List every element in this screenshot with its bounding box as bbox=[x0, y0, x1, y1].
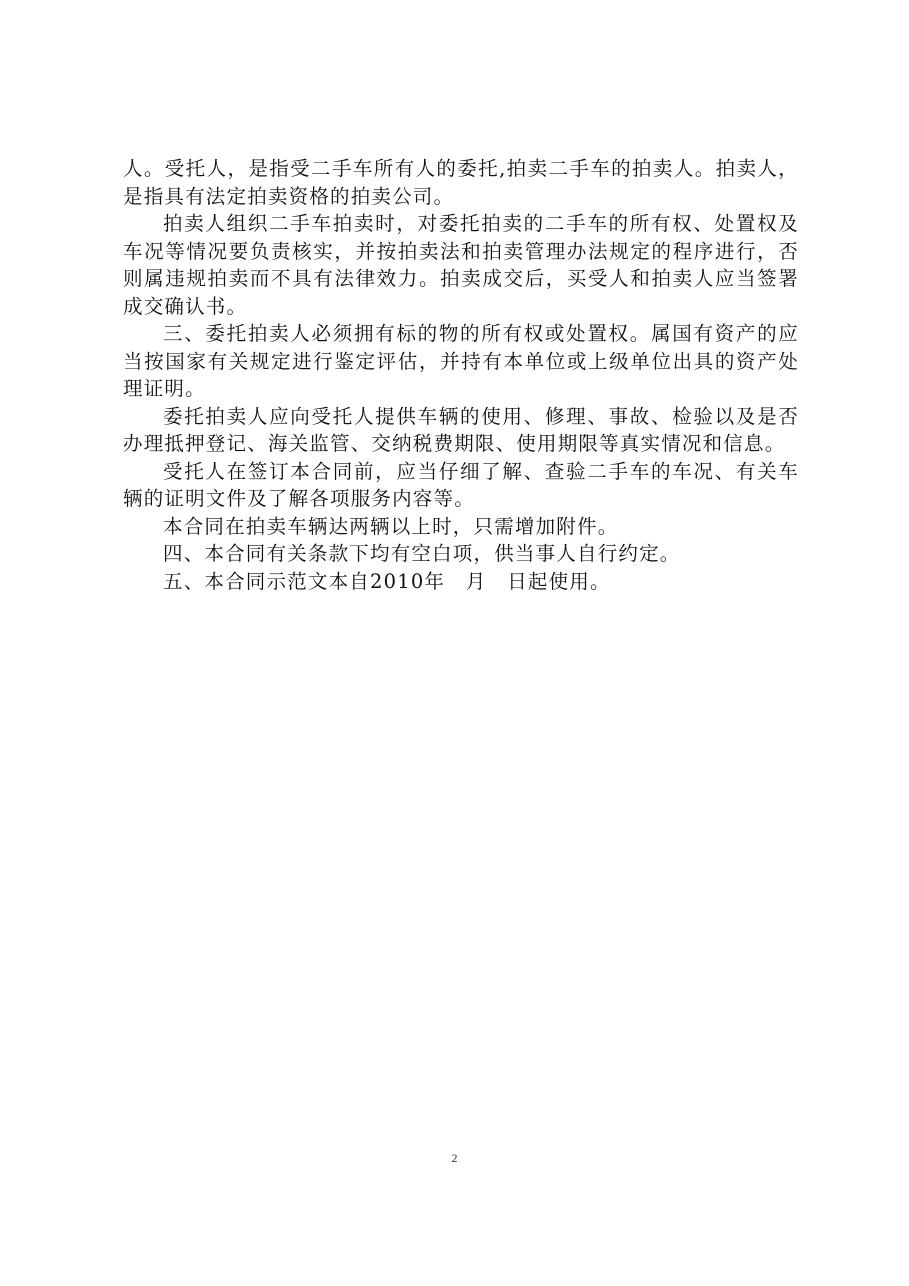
paragraph-continuation: 人。受托人，是指受二手车所有人的委托,拍卖二手车的拍卖人。拍卖人，是指具有法定拍卖资格的拍卖公司。 bbox=[123, 157, 799, 208]
paragraph-consignee-inspection: 受托人在签订本合同前，应当仔细了解、查验二手车的车况、有关车辆的证明文件及了解各项服务内容等。 bbox=[123, 459, 799, 510]
paragraph-attachment-note: 本合同在拍卖车辆达两辆以上时，只需增加附件。 bbox=[163, 514, 619, 538]
paragraph-clause-three: 三、委托拍卖人必须拥有标的物的所有权或处置权。属国有资产的应当按国家有关规定进行鉴定评估，并持有本单位或上级单位出具的资产处理证明。 bbox=[123, 322, 799, 400]
paragraph-clause-five: 五、本合同示范文本自2010年 月 日起使用。 bbox=[163, 569, 611, 593]
paragraph-clause-four: 四、本合同有关条款下均有空白项，供当事人自行约定。 bbox=[163, 542, 681, 565]
paragraph-auctioneer-verification: 拍卖人组织二手车拍卖时，对委托拍卖的二手车的所有权、处置权及车况等情况要负责核实，并按拍卖法和拍卖管理办法规定的程序进行，否则属违规拍卖而不具有法律效力。拍卖成交后，买受人和拍卖人应当签署成交确认书。 bbox=[123, 212, 799, 318]
paragraph-consignor-disclosure: 委托拍卖人应向受托人提供车辆的使用、修理、事故、检验以及是否办理抵押登记、海关监管、交纳税费期限、使用期限等真实情况和信息。 bbox=[123, 404, 799, 455]
page-number: 2 bbox=[451, 1151, 458, 1165]
document-body bbox=[123, 155, 799, 595]
